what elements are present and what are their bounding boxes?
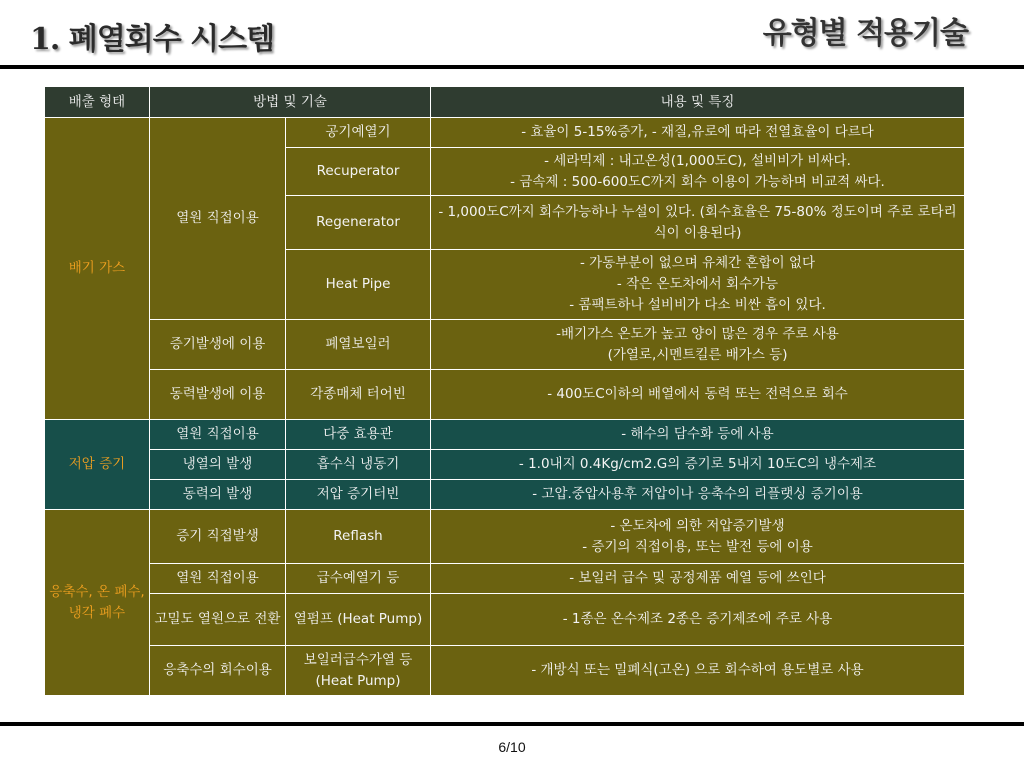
method-cell: 동력발생에 이용 — [150, 370, 286, 420]
method-cell: 냉열의 발생 — [150, 450, 286, 480]
method-cell: 증기발생에 이용 — [150, 320, 286, 370]
method-cell: 증기 직접발생 — [150, 510, 286, 564]
table-row — [45, 594, 965, 646]
table-row — [45, 320, 965, 370]
header-content-features: 내용 및 특징 — [431, 87, 965, 118]
table-row — [45, 564, 965, 594]
desc-cell: - 개방식 또는 밀폐식(고온) 으로 회수하여 용도별로 사용 — [431, 646, 965, 696]
method-cell: 열원 직접이용 — [150, 564, 286, 594]
tech-cell: 열펌프 (Heat Pump) — [286, 594, 431, 646]
desc-cell: - 해수의 담수화 등에 사용 — [431, 420, 965, 450]
tech-cell: Heat Pipe — [286, 250, 431, 320]
desc-cell: - 가동부분이 없으며 유체간 혼합이 없다 - 작은 온도차에서 회수가능 - 콤팩트하나 설비비가 다소 비싼 흠이 있다. — [431, 250, 965, 320]
tech-cell: 각종매체 터어빈 — [286, 370, 431, 420]
desc-cell: - 온도차에 의한 저압증기발생 - 증기의 직접이용, 또는 발전 등에 이용 — [431, 510, 965, 564]
category-cell: 저압 증기 — [45, 420, 150, 510]
tech-cell: 공기예열기 — [286, 118, 431, 148]
table-row — [45, 450, 965, 480]
desc-cell: -배기가스 온도가 높고 양이 많은 경우 주로 사용 (가열로,시멘트킬른 배가스 등) — [431, 320, 965, 370]
tech-cell: 저압 증기터빈 — [286, 480, 431, 510]
tech-cell: 보일러급수가열 등 (Heat Pump) — [286, 646, 431, 696]
method-cell: 열원 직접이용 — [150, 420, 286, 450]
desc-cell: - 1.0내지 0.4Kg/cm2.G의 증기로 5내지 10도C의 냉수제조 — [431, 450, 965, 480]
tech-cell: 다중 효용관 — [286, 420, 431, 450]
header-method-tech: 방법 및 기술 — [150, 87, 431, 118]
method-cell: 동력의 발생 — [150, 480, 286, 510]
desc-cell: - 1,000도C까지 회수가능하나 누설이 있다. (회수효율은 75-80% 정도이며 주로 로타리식이 이용된다) — [431, 196, 965, 250]
page-number: 6/10 — [498, 739, 526, 755]
desc-cell: - 효율이 5-15%증가, - 재질,유로에 따라 전열효율이 다르다 — [431, 118, 965, 148]
table-row — [45, 118, 965, 148]
desc-cell: - 400도C이하의 배열에서 동력 또는 전력으로 회수 — [431, 370, 965, 420]
category-cell: 배기 가스 — [45, 118, 150, 420]
top-divider — [0, 65, 1024, 69]
method-cell: 열원 직접이용 — [150, 118, 286, 320]
desc-cell: - 1종은 온수제조 2종은 증기제조에 주로 사용 — [431, 594, 965, 646]
waste-heat-table — [44, 86, 965, 696]
tech-cell: Reflash — [286, 510, 431, 564]
category-cell: 응축수, 온 폐수, 냉각 폐수 — [45, 510, 150, 696]
method-cell: 응축수의 회수이용 — [150, 646, 286, 696]
slide-title: 1. 폐열회수 시스템 — [30, 22, 275, 57]
tech-cell: Recuperator — [286, 148, 431, 196]
table-header-row — [45, 87, 965, 118]
desc-cell: - 고압.중압사용후 저압이나 응축수의 리플랫싱 증기이용 — [431, 480, 965, 510]
bottom-divider — [0, 722, 1024, 726]
table-row — [45, 370, 965, 420]
desc-cell: - 세라믹제 : 내고온성(1,000도C), 설비비가 비싸다. - 금속제 : 500-600도C까지 회수 이용이 가능하며 비교적 싸다. — [431, 148, 965, 196]
header-emission-type: 배출 형태 — [45, 87, 150, 118]
tech-cell: Regenerator — [286, 196, 431, 250]
table-row — [45, 420, 965, 450]
tech-cell: 폐열보일러 — [286, 320, 431, 370]
table-row — [45, 510, 965, 564]
table-row — [45, 480, 965, 510]
desc-cell: - 보일러 급수 및 공정제품 예열 등에 쓰인다 — [431, 564, 965, 594]
slide-subtitle: 유형별 적용기술 — [762, 16, 968, 51]
method-cell: 고밀도 열원으로 전환 — [150, 594, 286, 646]
table-row — [45, 646, 965, 696]
tech-cell: 급수예열기 등 — [286, 564, 431, 594]
tech-cell: 흡수식 냉동기 — [286, 450, 431, 480]
